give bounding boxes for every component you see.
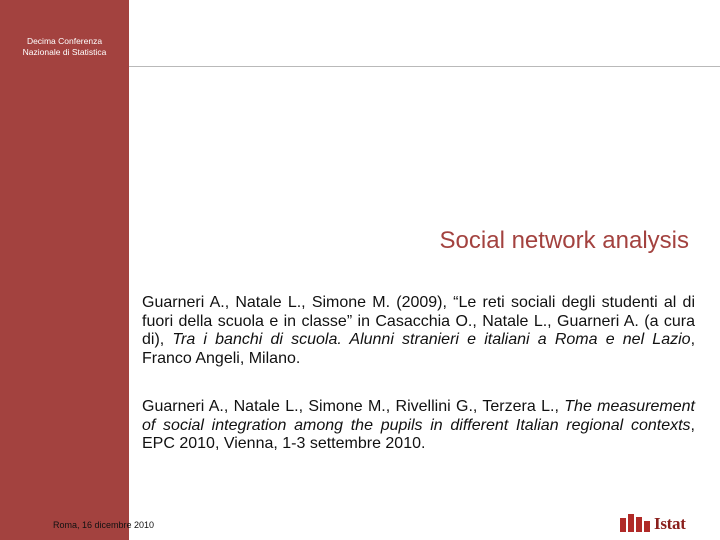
conference-title-line-2: Nazionale di Statistica xyxy=(22,47,107,57)
reference-1 xyxy=(142,294,695,368)
conference-title-line-1: Decima Conferenza xyxy=(26,36,103,46)
reference-2-paper-title: The measurement of social integration among the pupils in different Italian regional contexts xyxy=(142,398,696,434)
reference-2-text: Guarneri A., Natale L., Simone M., Rivellini G., Terzera L., xyxy=(142,398,565,415)
reference-1-text: Guarneri A., Natale L., Simone M. (2009), “Le reti sociali degli studenti al di fuori della scuola e in classe” in Casacchia O., Natale L., Guarneri A. (a cura di), xyxy=(142,294,695,348)
reference-2 xyxy=(142,398,695,454)
conference-title xyxy=(0,36,129,58)
slide-title: Social network analysis xyxy=(439,227,689,254)
istat-logo xyxy=(620,510,690,532)
reference-1-book-title: Tra i banchi di scuola. Alunni stranieri e italiani a Roma e nel Lazio xyxy=(172,331,691,348)
istat-logo-icon xyxy=(620,512,652,532)
footer-date: Roma, 16 dicembre 2010 xyxy=(53,520,155,530)
reference-1-publisher: , Franco Angeli, Milano. xyxy=(142,331,696,367)
header-divider xyxy=(129,66,720,67)
istat-logo-text: Istat xyxy=(654,514,686,533)
sidebar-band xyxy=(0,0,129,540)
reference-2-venue: , EPC 2010, Vienna, 1-3 settembre 2010. xyxy=(142,416,695,452)
